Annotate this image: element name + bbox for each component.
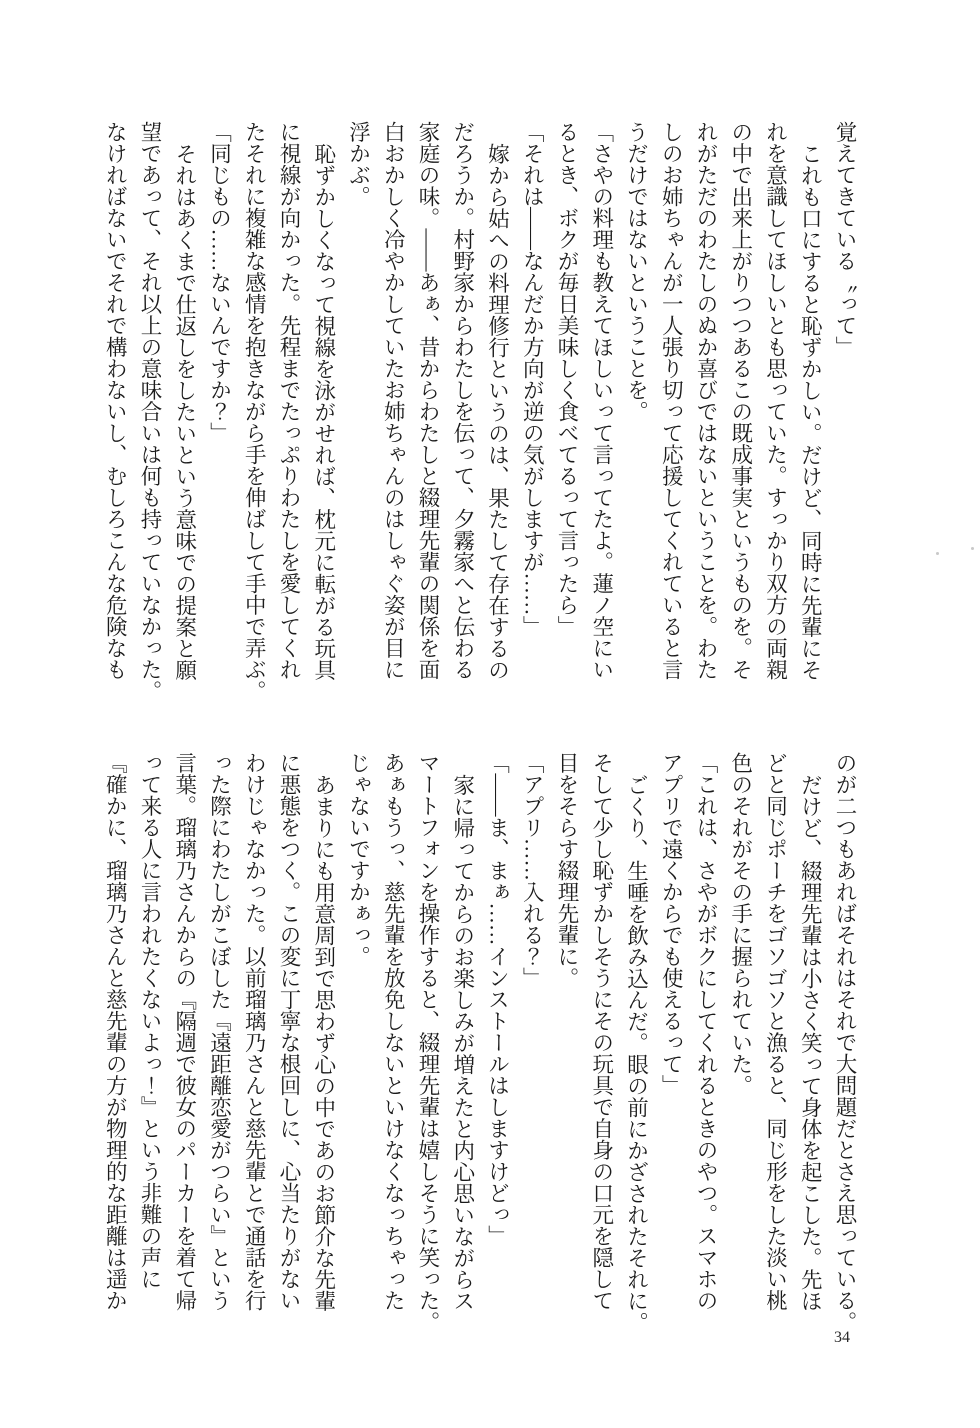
text-column: しのお姉ちゃんが一人張り切って応援してくれていると言 — [659, 121, 684, 680]
bottom-text-block — [97, 752, 862, 1334]
text-column: 恥ずかしくなって視線を泳がせれば、枕元に転がる玩具 — [311, 142, 336, 680]
text-column: 嫁から姑への料理修行というのは、果たして存在するの — [485, 142, 510, 680]
text-column: れがただのわたしのぬか喜びではないということを。わた — [694, 121, 718, 680]
text-column: アプリで遠くからでも使えるって」 — [659, 752, 684, 1096]
text-column: 浮かぶ。 — [346, 121, 371, 207]
text-column: あまりにも用意周到で思わず心の中であのお節介な先輩 — [311, 773, 336, 1311]
text-column: そして少し恥ずかしそうにその玩具で自身の口元を隠して — [589, 752, 614, 1311]
text-column: れを意識してほしいとも思っていた。すっかり双方の両親 — [763, 121, 788, 680]
text-column: 「これは、さやがボクにしてくれるときのやつ。スマホの — [694, 752, 718, 1311]
text-column: ごくり、生唾を飲み込んだ。眼の前にかざされたそれに。 — [624, 773, 649, 1333]
text-column: 「それは――なんだか方向が逆の気がしますが……」 — [520, 121, 545, 637]
page-number: 34 — [834, 1329, 850, 1346]
text-column: の中で出来上がりつつあるこの既成事実というものを。そ — [728, 121, 753, 680]
text-column: 「――ま、まぁ……インストールはしますけどっ」 — [485, 752, 510, 1247]
text-column: 「同じもの……ないんですか？」 — [207, 121, 232, 444]
text-column: それはあくまで仕返しをしたいという意味での提案と願 — [172, 142, 197, 680]
text-column: るとき、ボクが毎日美味しく食べてるって言ったら」 — [555, 121, 579, 637]
text-column: 白おかしく冷やかしていたお姉ちゃんのはしゃぐ姿が目に — [381, 121, 406, 680]
text-column: 「さやの料理も教えてほしいって言ってたよ。蓮ノ空にい — [589, 121, 614, 680]
text-column: 『確かに、瑠璃乃さんと慈先輩の方が物理的な距離は遥か — [103, 752, 128, 1311]
text-column: って来る人に言われたくないよっ！』という非難の声に — [138, 752, 162, 1290]
text-column: わけじゃなかった。以前瑠璃乃さんと慈先輩とで通話を行 — [242, 752, 267, 1311]
text-column: たそれに複雑な感情を抱きながら手を伸ばして手中で弄ぶ。 — [242, 121, 267, 702]
dust-speck — [936, 552, 939, 555]
text-column: どと同じポーチをゴソゴソと漁ると、同じ形をした淡い桃 — [763, 752, 788, 1311]
top-text-block — [97, 121, 862, 703]
dust-speck — [971, 547, 974, 550]
text-column: 言葉。瑠璃乃さんからの『隔週で彼女のパーカーを着て帰 — [172, 752, 197, 1311]
text-column: だろうか。村野家からわたしを伝って、夕霧家へと伝わる — [450, 121, 475, 680]
text-column: マートフォンを操作すると、綴理先輩は嬉しそうに笑った。 — [416, 752, 440, 1333]
text-column: 覚えてきている〝って」 — [833, 121, 857, 358]
text-column: 色のそれがその手に握られていた。 — [728, 752, 753, 1096]
text-column: 家庭の味。――あぁ、昔からわたしと綴理先輩の関係を面 — [416, 121, 440, 680]
text-column: これも口にすると恥ずかしい。だけど、同時に先輩にそ — [798, 142, 823, 680]
text-column: だけど、綴理先輩は小さく笑って身体を起こした。先ほ — [798, 773, 823, 1311]
text-column: 望であって、それ以上の意味合いは何も持っていなかった。 — [138, 121, 162, 702]
text-column: った際にわたしがこぼした『遠距離恋愛がつらい』という — [207, 752, 232, 1311]
text-column: に視線が向かった。先程までたっぷりわたしを愛してくれ — [277, 121, 301, 680]
text-column: 家に帰ってからのお楽しみが増えたと内心思いながらス — [450, 773, 475, 1311]
text-column: に悪態をつく。この変に丁寧な根回しに、心当たりがない — [277, 752, 301, 1311]
text-column: じゃないですかぁっ。 — [346, 752, 371, 967]
text-column: のが二つもあればそれはそれで大問題だとさえ思っている。 — [833, 752, 857, 1333]
text-column: なければないでそれで構わないし、むしろこんな危険なも — [103, 121, 128, 680]
text-column: うだけではないということを。 — [624, 121, 649, 422]
text-column: 「アプリ……入れる？」 — [520, 752, 545, 989]
text-column: あぁもうっ、慈先輩を放免しないといけなくなっちゃった — [381, 752, 406, 1311]
text-column: 目をそらす綴理先輩に。 — [555, 752, 579, 989]
